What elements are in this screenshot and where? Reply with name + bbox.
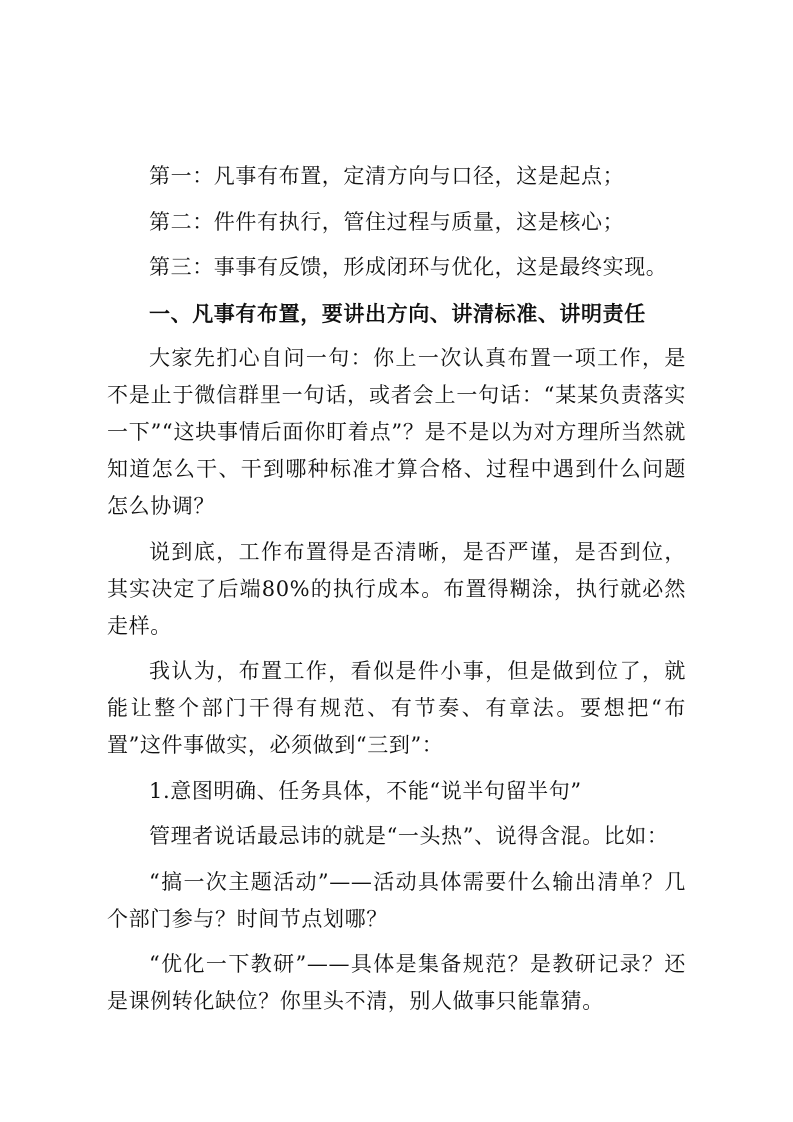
paragraph-body: 说到底，工作布置得是否清晰，是否严谨，是否到位，其实决定了后端80%的执行成本。布置得糊涂，执行就必然走样。	[107, 539, 686, 638]
paragraph-example: “优化一下教研”——具体是集备规范？是教研记录？还是课例转化缺位？你里头不清，别人做事只能靠猜。	[107, 952, 686, 1013]
paragraph-body: 管理者说话最忌讳的就是“一头热”、说得含混。比如：	[149, 824, 669, 848]
section-heading: 一、凡事有布置，要讲出方向、讲清标准、讲明责任	[149, 300, 646, 326]
paragraph-point-three: 第三：事事有反馈，形成闭环与优化，这是最终实现。	[149, 255, 668, 279]
paragraph-body: 我认为，布置工作，看似是件小事，但是做到位了，就能让整个部门干得有规范、有节奏、有章法。要想把“布置”这件事做实，必须做到“三到”：	[107, 659, 686, 757]
paragraph-body: 大家先扪心自问一句：你上一次认真布置一项工作，是不是止于微信群里一句话，或者会上一句话：“某某负责落实一下”“这块事情后面你盯着点”？是不是以为对方理所当然就知道怎么干、干到哪种标准才算合格、过程中遇到什么问题怎么协调？	[107, 346, 686, 518]
paragraph-example: “搞一次主题活动”——活动具体需要什么输出清单？几个部门参与？时间节点划哪？	[107, 869, 686, 931]
subsection-heading: 1.意图明确、任务具体，不能“说半句留半句”	[149, 778, 582, 803]
paragraph-point-two: 第二：件件有执行，管住过程与质量，这是核心；	[149, 209, 625, 234]
paragraph-point-one: 第一：凡事有布置，定清方向与口径，这是起点；	[149, 164, 625, 188]
document-body	[107, 158, 686, 1029]
